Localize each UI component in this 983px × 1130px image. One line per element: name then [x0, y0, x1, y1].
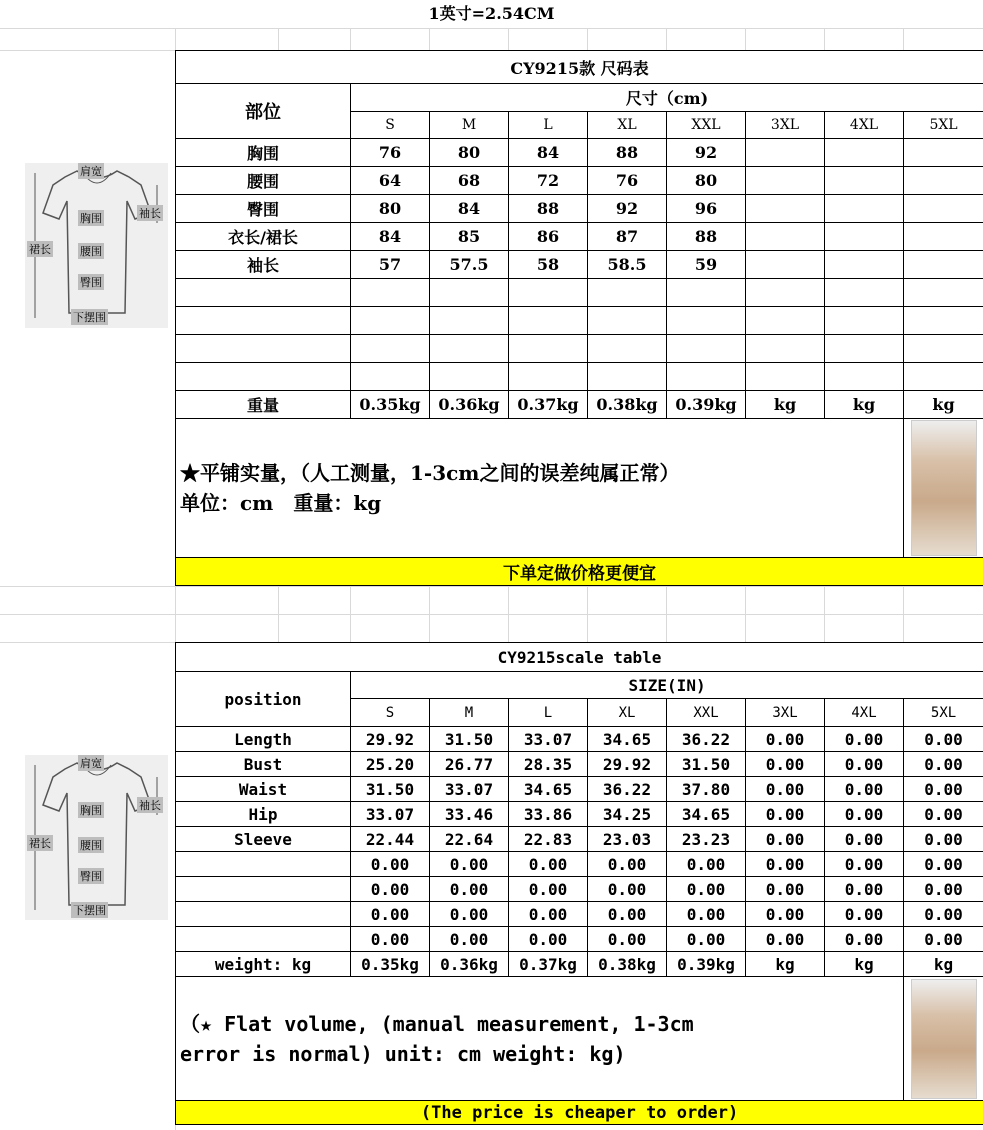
table-cell: 22.83	[509, 827, 588, 852]
empty-row	[176, 335, 983, 363]
table-cell: 29.92	[351, 727, 430, 752]
table-cell: 0.00	[430, 852, 509, 877]
size-label: L	[509, 699, 588, 727]
table-cell	[746, 223, 825, 251]
weight-cell: 0.36kg	[430, 391, 509, 419]
row-label: Hip	[176, 802, 351, 827]
table-cell: 0.00	[746, 927, 825, 952]
table-cell: 76	[351, 139, 430, 167]
size-label: XL	[588, 699, 667, 727]
row-label: 袖长	[176, 251, 351, 279]
table-cell: 0.00	[746, 727, 825, 752]
weight-cell: kg	[746, 952, 825, 977]
weight-row	[176, 391, 983, 419]
table-cell	[825, 251, 904, 279]
table-cell: 33.86	[509, 802, 588, 827]
empty-cell	[176, 363, 351, 391]
table-cell: 80	[351, 195, 430, 223]
table-cell: 26.77	[430, 752, 509, 777]
empty-cell	[176, 335, 351, 363]
size-label: 5XL	[904, 699, 983, 727]
sketch-label-shoulder: 肩宽	[80, 165, 102, 178]
table-cell: 28.35	[509, 752, 588, 777]
empty-cell	[746, 363, 825, 391]
table-row	[176, 852, 983, 877]
inch-conversion-title: 1英寸=2.54CM	[0, 0, 983, 29]
table-cell: 0.00	[430, 877, 509, 902]
size-label: XL	[588, 112, 667, 139]
photo-cell	[904, 419, 983, 558]
sketch-label-sleeve: 袖长	[139, 207, 161, 220]
table-row	[176, 927, 983, 952]
table-cell: 0.00	[430, 927, 509, 952]
table-row	[176, 195, 983, 223]
table-cell: 33.07	[430, 777, 509, 802]
size-table-en	[175, 642, 983, 1125]
table-cell: 0.00	[509, 852, 588, 877]
table-cell: 0.00	[904, 727, 983, 752]
sketch-label-waist: 腰围	[80, 245, 102, 258]
garment-sketch-en	[25, 755, 168, 920]
size-label: 4XL	[825, 112, 904, 139]
size-label: XXL	[667, 112, 746, 139]
table-row	[176, 251, 983, 279]
table-cell: 25.20	[351, 752, 430, 777]
table-cell: 0.00	[746, 827, 825, 852]
table-cell: 0.00	[588, 902, 667, 927]
table-cell	[904, 139, 983, 167]
table-row	[176, 752, 983, 777]
size-label: S	[351, 699, 430, 727]
empty-cell	[825, 335, 904, 363]
empty-cell	[509, 307, 588, 335]
table-cell: 88	[509, 195, 588, 223]
table-cell: 0.00	[904, 827, 983, 852]
table-cell	[746, 167, 825, 195]
table-cell: 0.00	[667, 877, 746, 902]
table-cell: 33.07	[351, 802, 430, 827]
size-label: L	[509, 112, 588, 139]
empty-cell	[667, 363, 746, 391]
empty-cell	[746, 307, 825, 335]
table-cell: 0.00	[746, 802, 825, 827]
table-cell	[825, 167, 904, 195]
empty-cell	[904, 307, 983, 335]
empty-cell	[746, 335, 825, 363]
table-cell: 0.00	[825, 752, 904, 777]
sketch-label-waist: 腰围	[80, 839, 102, 852]
empty-cell	[430, 363, 509, 391]
size-label: 4XL	[825, 699, 904, 727]
table-title: CY9215scale table	[176, 643, 983, 672]
table-cell: 0.00	[746, 752, 825, 777]
empty-cell	[509, 335, 588, 363]
empty-row	[176, 279, 983, 307]
table-cell: 0.00	[667, 902, 746, 927]
garment-sketch-cn	[25, 163, 168, 328]
weight-cell: kg	[746, 391, 825, 419]
table-cell: 0.00	[825, 902, 904, 927]
size-header: 尺寸（cm)	[351, 84, 983, 112]
empty-cell	[351, 307, 430, 335]
size-table-cn	[175, 50, 983, 586]
table-cell: 0.00	[351, 877, 430, 902]
table-cell: 23.03	[588, 827, 667, 852]
table-cell: 0.00	[825, 927, 904, 952]
table-row	[176, 827, 983, 852]
position-header: position	[176, 672, 351, 727]
empty-cell	[351, 335, 430, 363]
table-cell: 0.00	[904, 927, 983, 952]
table-cell: 0.00	[825, 852, 904, 877]
table-cell: 34.25	[588, 802, 667, 827]
table-cell: 31.50	[430, 727, 509, 752]
table-cell	[746, 139, 825, 167]
empty-cell	[588, 279, 667, 307]
row-label: Length	[176, 727, 351, 752]
table-cell: 0.00	[509, 902, 588, 927]
size-header: SIZE(IN)	[351, 672, 983, 699]
weight-label: weight: kg	[176, 952, 351, 977]
table-cell: 0.00	[746, 777, 825, 802]
row-label: 胸围	[176, 139, 351, 167]
table-cell: 80	[430, 139, 509, 167]
order-banner: (The price is cheaper to order)	[176, 1101, 983, 1125]
weight-row	[176, 952, 983, 977]
sketch-label-hem: 下摆围	[73, 311, 106, 324]
empty-cell	[667, 335, 746, 363]
table-cell: 0.00	[588, 877, 667, 902]
empty-cell	[825, 307, 904, 335]
table-cell	[904, 223, 983, 251]
table-cell: 34.65	[588, 727, 667, 752]
size-label: 3XL	[746, 699, 825, 727]
table-title: CY9215款 尺码表	[176, 51, 983, 84]
empty-cell	[176, 307, 351, 335]
table-cell: 0.00	[825, 727, 904, 752]
table-cell: 33.46	[430, 802, 509, 827]
sketch-label-sleeve: 袖长	[139, 799, 161, 812]
table-row	[176, 902, 983, 927]
table-cell: 88	[667, 223, 746, 251]
table-cell	[904, 251, 983, 279]
weight-cell: 0.37kg	[509, 952, 588, 977]
table-cell: 0.00	[509, 877, 588, 902]
weight-cell: 0.37kg	[509, 391, 588, 419]
table-cell: 92	[667, 139, 746, 167]
sketch-label-hip: 臀围	[80, 276, 102, 289]
table-cell: 0.00	[746, 877, 825, 902]
weight-cell: kg	[904, 952, 983, 977]
table-cell: 96	[667, 195, 746, 223]
empty-cell	[351, 279, 430, 307]
part-header: 部位	[176, 84, 351, 139]
table-cell: 57	[351, 251, 430, 279]
table-cell: 0.00	[430, 902, 509, 927]
table-cell: 0.00	[825, 827, 904, 852]
model-photo-icon	[911, 979, 977, 1099]
note-cell	[176, 419, 904, 558]
table-cell: 0.00	[588, 852, 667, 877]
row-label: Bust	[176, 752, 351, 777]
row-label: 衣长/裙长	[176, 223, 351, 251]
table-cell: 92	[588, 195, 667, 223]
sketch-label-chest: 胸围	[80, 212, 102, 225]
empty-cell	[904, 363, 983, 391]
table-cell: 68	[430, 167, 509, 195]
table-cell: 0.00	[904, 902, 983, 927]
table-cell: 0.00	[667, 927, 746, 952]
empty-cell	[509, 363, 588, 391]
table-cell: 22.64	[430, 827, 509, 852]
empty-cell	[667, 307, 746, 335]
sketch-label-shoulder: 肩宽	[80, 757, 102, 770]
row-label: 臀围	[176, 195, 351, 223]
weight-label: 重量	[176, 391, 351, 419]
row-label	[176, 852, 351, 877]
table-cell: 0.00	[825, 777, 904, 802]
table-cell: 0.00	[351, 902, 430, 927]
table-cell	[825, 195, 904, 223]
table-cell: 0.00	[588, 927, 667, 952]
empty-cell	[509, 279, 588, 307]
table-cell	[746, 251, 825, 279]
sketch-label-length: 裙长	[29, 837, 51, 850]
size-label: 3XL	[746, 112, 825, 139]
note-cell	[176, 977, 904, 1101]
table-cell	[904, 195, 983, 223]
sketch-label-chest: 胸围	[80, 804, 102, 817]
weight-cell: kg	[904, 391, 983, 419]
table-cell: 33.07	[509, 727, 588, 752]
empty-row	[176, 307, 983, 335]
sketch-label-hip: 臀围	[80, 870, 102, 883]
size-label: M	[430, 699, 509, 727]
empty-cell	[351, 363, 430, 391]
table-cell: 0.00	[904, 752, 983, 777]
table-cell: 0.00	[904, 777, 983, 802]
table-cell: 72	[509, 167, 588, 195]
model-photo-icon	[911, 420, 977, 556]
table-cell: 88	[588, 139, 667, 167]
table-cell: 34.65	[509, 777, 588, 802]
empty-cell	[667, 279, 746, 307]
size-label: 5XL	[904, 112, 983, 139]
table-cell: 84	[509, 139, 588, 167]
table-cell: 23.23	[667, 827, 746, 852]
table-cell: 0.00	[825, 877, 904, 902]
table-cell: 58.5	[588, 251, 667, 279]
table-row	[176, 802, 983, 827]
size-label: M	[430, 112, 509, 139]
table-cell: 87	[588, 223, 667, 251]
table-cell: 22.44	[351, 827, 430, 852]
empty-cell	[904, 279, 983, 307]
empty-cell	[588, 335, 667, 363]
table-cell: 57.5	[430, 251, 509, 279]
sketch-label-hem: 下摆围	[73, 904, 106, 917]
table-cell: 0.00	[509, 927, 588, 952]
table-cell: 84	[351, 223, 430, 251]
table-cell: 34.65	[667, 802, 746, 827]
row-label: Waist	[176, 777, 351, 802]
table-row	[176, 139, 983, 167]
photo-cell	[904, 977, 983, 1101]
empty-cell	[825, 279, 904, 307]
weight-cell: kg	[825, 952, 904, 977]
empty-cell	[430, 307, 509, 335]
table-cell: 0.00	[904, 877, 983, 902]
row-label	[176, 877, 351, 902]
table-cell: 86	[509, 223, 588, 251]
empty-cell	[588, 307, 667, 335]
empty-row	[176, 363, 983, 391]
table-cell: 80	[667, 167, 746, 195]
empty-cell	[430, 335, 509, 363]
size-label: S	[351, 112, 430, 139]
note-line-2: error is normal) unit: cm weight: kg)	[180, 1041, 626, 1066]
empty-cell	[176, 279, 351, 307]
order-banner: 下单定做价格更便宜	[176, 558, 983, 586]
sketch-label-length: 裙长	[29, 243, 51, 256]
table-cell: 31.50	[351, 777, 430, 802]
table-cell: 0.00	[904, 852, 983, 877]
table-cell: 31.50	[667, 752, 746, 777]
table-cell: 0.00	[746, 902, 825, 927]
empty-cell	[430, 279, 509, 307]
weight-cell: 0.35kg	[351, 391, 430, 419]
weight-cell: 0.36kg	[430, 952, 509, 977]
table-cell	[825, 223, 904, 251]
empty-cell	[904, 335, 983, 363]
empty-cell	[825, 363, 904, 391]
table-row	[176, 223, 983, 251]
weight-cell: 0.38kg	[588, 952, 667, 977]
weight-cell: 0.39kg	[667, 391, 746, 419]
weight-cell: 0.38kg	[588, 391, 667, 419]
note-line-2: 单位：cm 重量：kg	[180, 491, 382, 515]
table-cell: 36.22	[667, 727, 746, 752]
empty-cell	[746, 279, 825, 307]
weight-cell: kg	[825, 391, 904, 419]
row-label: 腰围	[176, 167, 351, 195]
table-row	[176, 727, 983, 752]
empty-cell	[588, 363, 667, 391]
table-cell: 0.00	[351, 927, 430, 952]
weight-cell: 0.39kg	[667, 952, 746, 977]
table-cell: 0.00	[667, 852, 746, 877]
table-cell: 29.92	[588, 752, 667, 777]
table-cell	[825, 139, 904, 167]
table-cell: 64	[351, 167, 430, 195]
table-row	[176, 777, 983, 802]
table-cell: 37.80	[667, 777, 746, 802]
table-cell: 84	[430, 195, 509, 223]
table-row	[176, 167, 983, 195]
table-cell: 36.22	[588, 777, 667, 802]
table-cell: 76	[588, 167, 667, 195]
row-label: Sleeve	[176, 827, 351, 852]
table-row	[176, 877, 983, 902]
table-cell	[746, 195, 825, 223]
table-cell	[904, 167, 983, 195]
table-cell: 59	[667, 251, 746, 279]
table-cell: 0.00	[746, 852, 825, 877]
table-cell: 0.00	[351, 852, 430, 877]
weight-cell: 0.35kg	[351, 952, 430, 977]
table-cell: 58	[509, 251, 588, 279]
note-line-1: ★平铺实量，（人工测量，1-3cm之间的误差纯属正常）	[180, 461, 680, 485]
table-cell: 85	[430, 223, 509, 251]
row-label	[176, 927, 351, 952]
table-cell: 0.00	[904, 802, 983, 827]
table-cell: 0.00	[825, 802, 904, 827]
row-label	[176, 902, 351, 927]
note-line-1: （★ Flat volume, (manual measurement, 1-3cm	[180, 1011, 694, 1036]
size-label: XXL	[667, 699, 746, 727]
